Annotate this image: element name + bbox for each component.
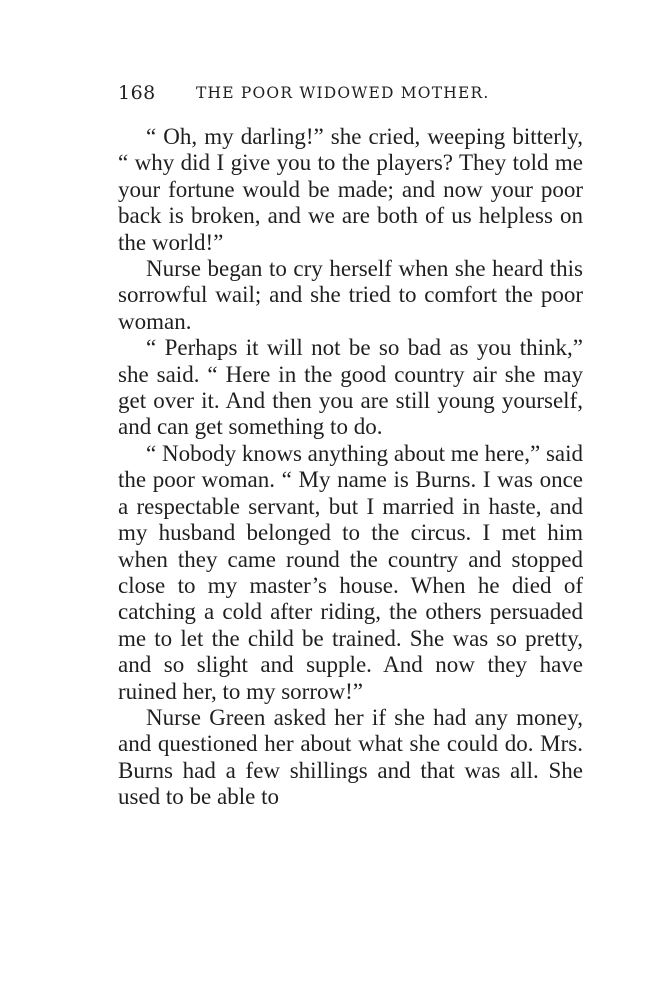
paragraph: Nurse Green asked her if she had any money, and questioned her about what she could do. Mrs. Burns had a few shillings and that was all. She used to be able to	[118, 704, 583, 810]
paragraph: “ Perhaps it will not be so bad as you think,” she said. “ Here in the good country air she may get over it. And then you are still young yourself, and can get something to do.	[118, 335, 583, 440]
running-head	[118, 82, 588, 110]
paragraph: “ Oh, my darling!” she cried, weeping bitterly, “ why did I give you to the players? They told me your fortune would be made; and now your poor back is broken, and we are both of us helpless on the world!”	[118, 124, 583, 255]
page-number: 168	[118, 82, 156, 104]
body-text	[118, 124, 583, 811]
paragraph: “ Nobody knows anything about me here,” said the poor woman. “ My name is Burns. I was once a respectable servant, but I married in haste, and my husband belonged to the circus. I met him when they came round the country and stopped close to my master’s house. When he died of catching a cold after riding, the others persuaded me to let the child be trained. She was so pretty, and so slight and supple. And now they have ruined her, to my sorrow!”	[118, 440, 583, 704]
running-title: THE POOR WIDOWED MOTHER.	[196, 84, 490, 102]
paragraph: Nurse began to cry herself when she heard this sorrowful wail; and she tried to comfort the poor woman.	[118, 256, 583, 334]
